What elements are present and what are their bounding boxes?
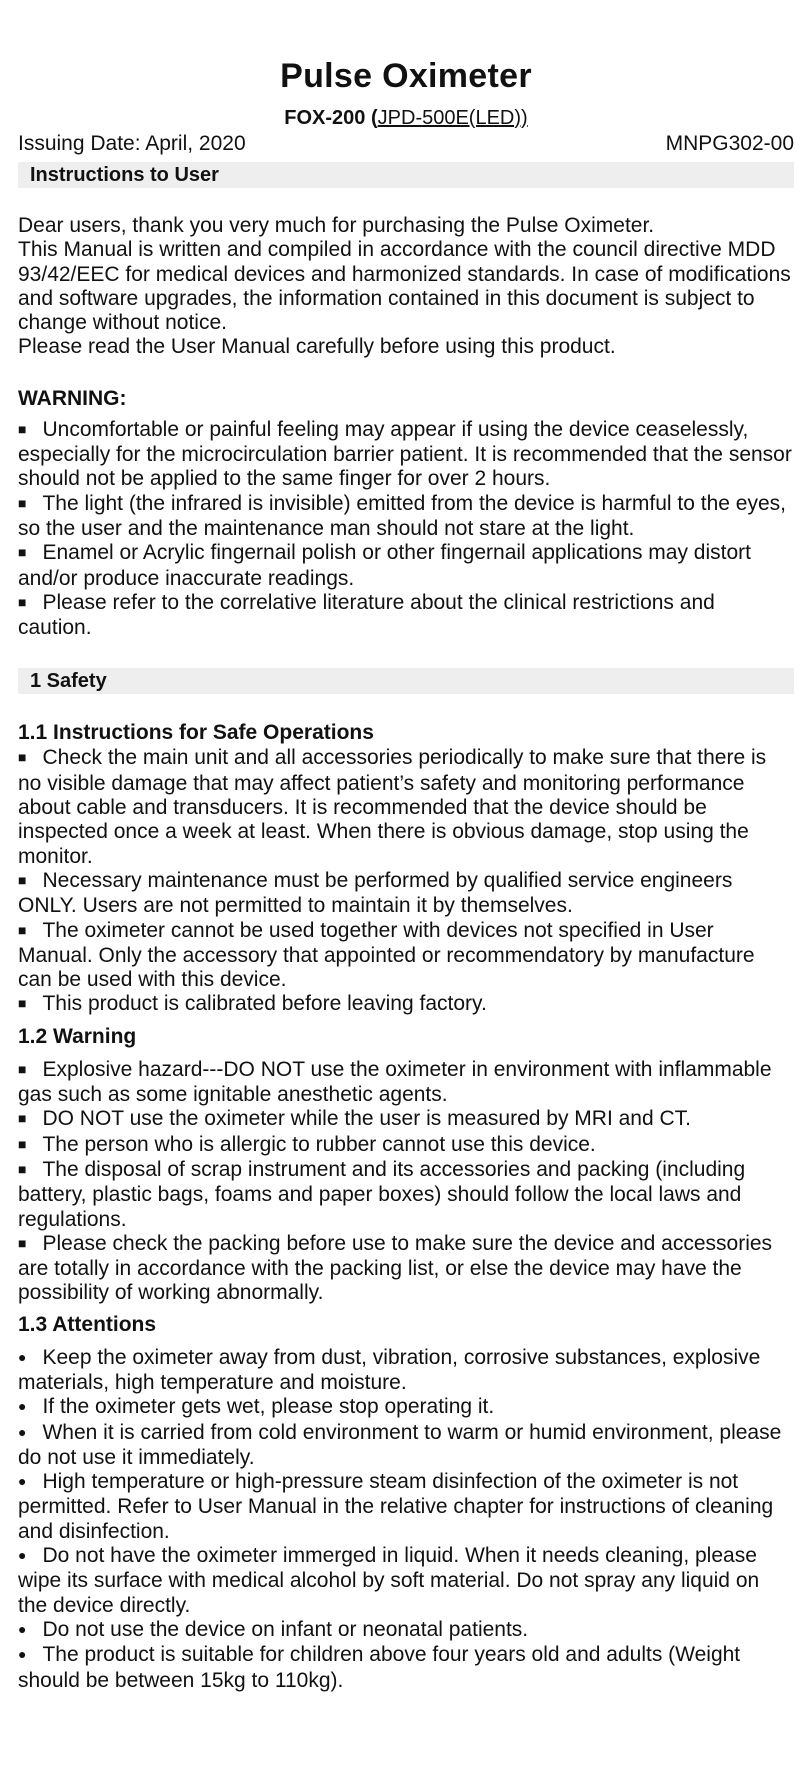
intro-paragraph: Dear users, thank you very much for purchasing the Pulse Oximeter. (18, 214, 655, 237)
warning-list-item: ■ Please check the packing before use to make sure the device and accessories are totally in accordance with the packing list, or else the device may have the possibility of working abnormally. (18, 1232, 794, 1306)
warning-item: ■ Enamel or Acrylic fingernail polish or other fingernail applications may distort and/or produce inaccurate readings. (18, 541, 794, 591)
model-name: FOX-200 (284, 107, 366, 129)
instructions-heading: Instructions to User (18, 162, 794, 188)
warning-list-item: ■ The disposal of scrap instrument and its accessories and packing (including battery, plastic bags, foams and paper boxes) should follow the local laws and regulations. (18, 1158, 794, 1232)
section-1-1-heading: 1.1 Instructions for Safe Operations (18, 721, 374, 745)
manual-page (18, 0, 794, 1693)
safe-operations-item: ■ The oximeter cannot be used together with devices not specified in User Manual. Only the accessory that appointed or recommendatory by manufacture can be used with this device. (18, 919, 794, 993)
issue-row (18, 132, 794, 156)
model-code: JPD-500E(LED)) (377, 107, 528, 129)
document-title: Pulse Oximeter (280, 57, 532, 95)
attention-item: ● If the oximeter gets wet, please stop operating it. (18, 1395, 794, 1420)
section-1-2-heading: 1.2 Warning (18, 1024, 137, 1048)
warning-item: ■ The light (the infrared is invisible) emitted from the device is harmful to the eyes, so the user and the maintenance man should not stare at the light. (18, 492, 794, 542)
attention-item: ● High temperature or high-pressure steam disinfection of the oximeter is not permitted. Refer to User Manual in the relative chapter for instructions of cleaning and disinfection. (18, 1470, 794, 1544)
attention-item: ● The product is suitable for children above four years old and adults (Weight should be between 15kg to 110kg). (18, 1643, 794, 1693)
section-1-3-heading: 1.3 Attentions (18, 1312, 157, 1336)
model-line (18, 106, 794, 130)
safe-operations-item: ■ This product is calibrated before leaving factory. (18, 992, 794, 1017)
attention-item: ● Do not have the oximeter immerged in liquid. When it needs cleaning, please wipe its surface with medical alcohol by soft material. Do not spray any liquid on the device directly. (18, 1544, 794, 1618)
document-code: MNPG302-00 (665, 132, 794, 155)
warning-item: ■ Please refer to the correlative literature about the clinical restrictions and caution. (18, 591, 794, 641)
model-paren: ( (365, 107, 378, 129)
intro-text (18, 214, 794, 360)
issuing-date: Issuing Date: April, 2020 (18, 132, 246, 155)
intro-paragraph: This Manual is written and compiled in accordance with the council directive MDD 93/42/EEC for medical devices and harmonized standards. In case of modifications and software upgrades, the information contained in this document is subject to change without notice. (18, 238, 791, 335)
safety-heading: 1 Safety (18, 668, 794, 694)
attention-item: ● Keep the oximeter away from dust, vibration, corrosive substances, explosive materials, high temperature and moisture. (18, 1346, 794, 1396)
warning-item: ■ Uncomfortable or painful feeling may appear if using the device ceaselessly, especially for the microcirculation barrier patient. It is recommended that the sensor should not be applied to the same finger for over 2 hours. (18, 418, 794, 492)
warning-list-item: ■ DO NOT use the oximeter while the user is measured by MRI and CT. (18, 1107, 794, 1132)
warning-heading: WARNING: (18, 386, 127, 410)
attention-item: ● Do not use the device on infant or neonatal patients. (18, 1618, 794, 1643)
warning-list-item: ■ Explosive hazard---DO NOT use the oximeter in environment with inflammable gas such as some ignitable anesthetic agents. (18, 1058, 794, 1108)
warning-list-item: ■ The person who is allergic to rubber cannot use this device. (18, 1133, 794, 1158)
intro-paragraph: Please read the User Manual carefully before using this product. (18, 335, 616, 359)
safe-operations-item: ■ Necessary maintenance must be performed by qualified service engineers ONLY. Users are not permitted to maintain it by themselves. (18, 869, 794, 919)
attention-item: ● When it is carried from cold environment to warm or humid environment, please do not use it immediately. (18, 1421, 794, 1471)
safe-operations-item: ■ Check the main unit and all accessories periodically to make sure that there is no visible damage that may affect patient’s safety and monitoring performance about cable and transducers. It is recommended that the device should be inspected once a week at least. When there is obvious damage, stop using the monitor. (18, 746, 794, 868)
